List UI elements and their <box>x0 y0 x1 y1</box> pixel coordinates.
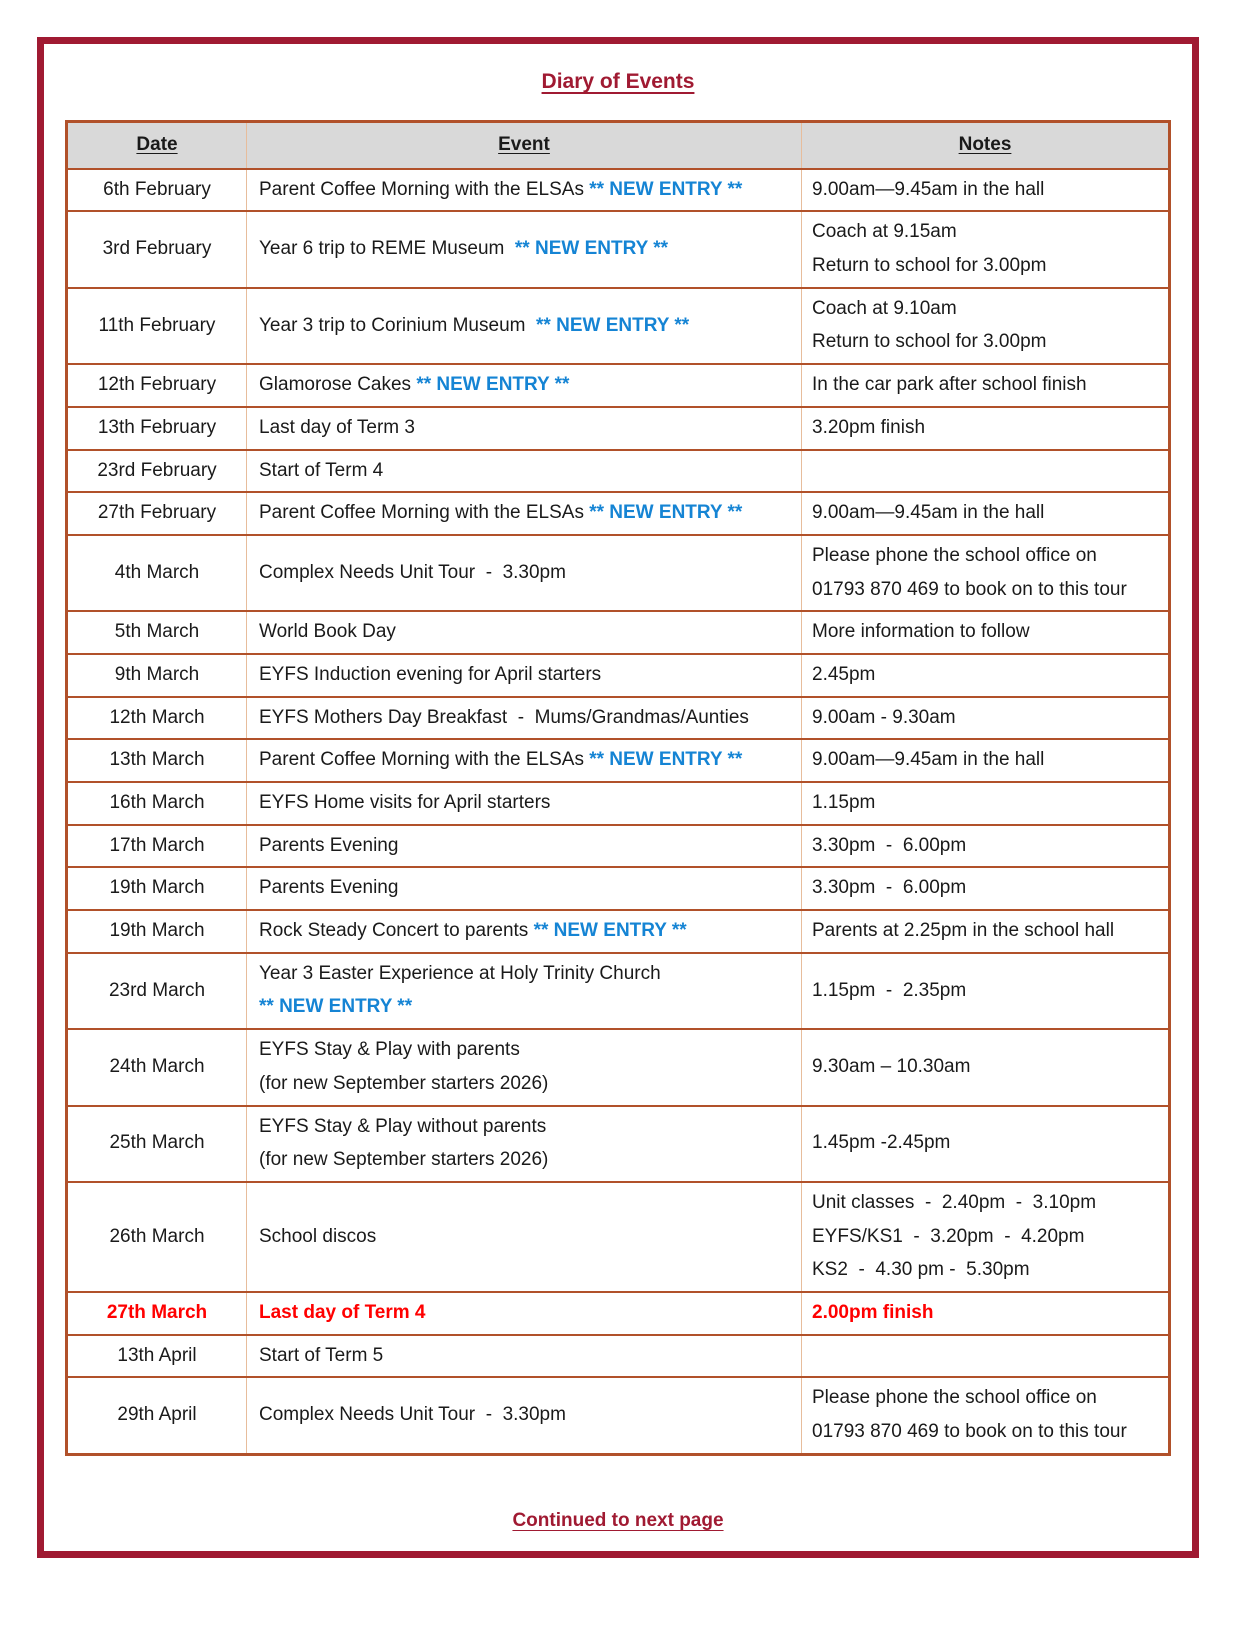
event-text: Start of Term 5 <box>259 1344 384 1366</box>
event-cell <box>247 697 802 740</box>
table-row <box>67 1029 1170 1105</box>
event-cell <box>247 1292 802 1335</box>
table-row <box>67 450 1170 493</box>
note-line: 9.00am—9.45am in the hall <box>812 749 1045 771</box>
new-entry-label: ** NEW ENTRY ** <box>416 374 570 396</box>
table-row <box>67 739 1170 782</box>
note-line: 3.30pm - 6.00pm <box>812 834 967 856</box>
notes-cell <box>802 1029 1170 1105</box>
event-text: Complex Needs Unit Tour - 3.30pm <box>259 1404 566 1426</box>
event-line <box>259 561 791 586</box>
notes-cell <box>802 492 1170 535</box>
notes-cell <box>802 782 1170 825</box>
footer-note: Continued to next page <box>512 1509 724 1531</box>
table-row <box>67 169 1170 212</box>
event-text: EYFS Stay & Play with parents <box>259 1039 520 1061</box>
event-text: Start of Term 4 <box>259 459 384 481</box>
event-text: EYFS Induction evening for April starters <box>259 663 602 685</box>
event-text: Glamorose Cakes <box>259 374 417 396</box>
event-line <box>259 1225 791 1250</box>
note-line: Please phone the school office on <box>812 1387 1097 1409</box>
event-line <box>259 1403 791 1428</box>
new-entry-label: ** NEW ENTRY ** <box>589 502 743 524</box>
date-cell: 23rd February <box>67 450 247 493</box>
table-row <box>67 492 1170 535</box>
date-cell: 13th February <box>67 407 247 450</box>
event-line <box>259 706 791 731</box>
table-row <box>67 1377 1170 1454</box>
event-line <box>259 459 791 484</box>
notes-cell <box>802 169 1170 212</box>
event-text: Last day of Term 4 <box>259 1301 426 1323</box>
event-line <box>259 1072 791 1097</box>
note-line: Please phone the school office on <box>812 544 1097 566</box>
new-entry-label: ** NEW ENTRY ** <box>589 178 743 200</box>
event-text: Year 6 trip to REME Museum <box>259 238 515 260</box>
table-row <box>67 535 1170 611</box>
notes-cell <box>802 211 1170 287</box>
event-line <box>259 237 791 262</box>
event-cell <box>247 169 802 212</box>
event-cell <box>247 1335 802 1378</box>
table-row <box>67 910 1170 953</box>
event-cell <box>247 1029 802 1105</box>
note-line: 2.45pm <box>812 663 876 685</box>
date-cell: 19th March <box>67 910 247 953</box>
event-cell <box>247 211 802 287</box>
date-cell: 23rd March <box>67 953 247 1029</box>
event-cell <box>247 364 802 407</box>
notes-cell <box>802 1182 1170 1292</box>
event-line <box>259 620 791 645</box>
event-text: School discos <box>259 1225 377 1247</box>
event-text: Last day of Term 3 <box>259 416 415 438</box>
event-line <box>259 876 791 901</box>
new-entry-label: ** NEW ENTRY ** <box>259 996 413 1018</box>
note-line: 9.00am—9.45am in the hall <box>812 178 1045 200</box>
event-cell <box>247 450 802 493</box>
event-line <box>259 1148 791 1173</box>
event-line <box>259 748 791 773</box>
event-line <box>259 314 791 339</box>
table-row <box>67 611 1170 654</box>
notes-cell <box>802 1377 1170 1454</box>
col-header-event: Event <box>247 122 802 169</box>
event-cell <box>247 910 802 953</box>
table-row <box>67 1106 1170 1182</box>
date-cell: 27th February <box>67 492 247 535</box>
event-cell <box>247 1182 802 1292</box>
event-line <box>259 373 791 398</box>
event-line <box>259 834 791 859</box>
notes-cell <box>802 953 1170 1029</box>
event-cell <box>247 782 802 825</box>
note-line: Coach at 9.15am <box>812 221 957 243</box>
event-cell <box>247 492 802 535</box>
table-row <box>67 825 1170 868</box>
event-text: World Book Day <box>259 621 396 643</box>
table-row <box>67 407 1170 450</box>
event-text: EYFS Home visits for April starters <box>259 792 551 813</box>
date-cell: 16th March <box>67 782 247 825</box>
page <box>37 37 1199 1558</box>
event-text: Parents Evening <box>259 834 399 856</box>
note-line: Parents at 2.25pm in the school hall <box>812 920 1115 942</box>
note-line: Unit classes - 2.40pm - 3.10pm <box>812 1191 1097 1213</box>
notes-cell <box>802 611 1170 654</box>
notes-cell <box>802 825 1170 868</box>
event-line <box>259 962 791 987</box>
note-line: More information to follow <box>812 621 1030 643</box>
note-line: 3.30pm - 6.00pm <box>812 877 967 899</box>
event-line <box>259 663 791 688</box>
new-entry-label: ** NEW ENTRY ** <box>589 749 743 771</box>
col-header-date: Date <box>67 122 247 169</box>
table-row <box>67 867 1170 910</box>
date-cell: 9th March <box>67 654 247 697</box>
date-cell: 29th April <box>67 1377 247 1454</box>
event-cell <box>247 288 802 364</box>
table-row <box>67 364 1170 407</box>
header-row <box>67 122 1170 169</box>
table-row <box>67 1182 1170 1292</box>
event-text: (for new September starters 2026) <box>259 1149 549 1171</box>
notes-cell <box>802 867 1170 910</box>
table-row <box>67 697 1170 740</box>
note-line: 01793 870 469 to book on to this tour <box>812 578 1127 600</box>
table-row <box>67 654 1170 697</box>
event-text: (for new September starters 2026) <box>259 1072 549 1094</box>
events-table-body <box>67 169 1170 1455</box>
event-cell <box>247 867 802 910</box>
event-text: Parent Coffee Morning with the ELSAs <box>259 502 590 524</box>
event-cell <box>247 739 802 782</box>
new-entry-label: ** NEW ENTRY ** <box>514 238 668 260</box>
date-cell: 25th March <box>67 1106 247 1182</box>
event-cell <box>247 611 802 654</box>
date-cell: 3rd February <box>67 211 247 287</box>
table-row <box>67 211 1170 287</box>
date-cell: 26th March <box>67 1182 247 1292</box>
event-text: Rock Steady Concert to parents <box>259 920 534 942</box>
note-line: 9.00am - 9.30am <box>812 706 956 728</box>
note-line: 3.20pm finish <box>812 416 926 438</box>
note-line: 1.15pm <box>812 792 876 813</box>
date-cell: 4th March <box>67 535 247 611</box>
event-cell <box>247 407 802 450</box>
event-cell <box>247 654 802 697</box>
event-line <box>259 1115 791 1140</box>
note-line: 2.00pm finish <box>812 1301 934 1323</box>
table-row <box>67 288 1170 364</box>
date-cell: 11th February <box>67 288 247 364</box>
date-cell: 13th March <box>67 739 247 782</box>
date-cell: 13th April <box>67 1335 247 1378</box>
event-cell <box>247 953 802 1029</box>
notes-cell <box>802 1335 1170 1378</box>
note-line: 01793 870 469 to book on to this tour <box>812 1421 1127 1442</box>
note-line: 1.15pm - 2.35pm <box>812 979 967 1001</box>
date-cell: 24th March <box>67 1029 247 1105</box>
event-text: Parent Coffee Morning with the ELSAs <box>259 749 590 771</box>
event-cell <box>247 825 802 868</box>
event-line <box>259 919 791 944</box>
notes-cell <box>802 288 1170 364</box>
new-entry-label: ** NEW ENTRY ** <box>533 920 687 942</box>
note-line: In the car park after school finish <box>812 374 1087 396</box>
event-cell <box>247 1106 802 1182</box>
notes-cell <box>802 910 1170 953</box>
table-row <box>67 1335 1170 1378</box>
note-line: EYFS/KS1 - 3.20pm - 4.20pm <box>812 1225 1085 1247</box>
event-cell <box>247 1377 802 1454</box>
table-row <box>67 1292 1170 1335</box>
note-line: KS2 - 4.30 pm - 5.30pm <box>812 1259 1030 1281</box>
event-line <box>259 1301 791 1326</box>
event-text: Year 3 Easter Experience at Holy Trinity Church <box>259 962 661 984</box>
date-cell: 6th February <box>67 169 247 212</box>
col-header-notes: Notes <box>802 122 1170 169</box>
note-line: Return to school for 3.00pm <box>812 255 1047 277</box>
event-line <box>259 501 791 526</box>
notes-cell <box>802 450 1170 493</box>
event-line <box>259 791 791 816</box>
table-row <box>67 953 1170 1029</box>
date-cell: 27th March <box>67 1292 247 1335</box>
event-text: Parent Coffee Morning with the ELSAs <box>259 178 590 200</box>
note-line: 9.30am – 10.30am <box>812 1055 971 1077</box>
new-entry-label: ** NEW ENTRY ** <box>536 314 690 336</box>
date-cell: 12th March <box>67 697 247 740</box>
date-cell: 19th March <box>67 867 247 910</box>
event-text: Year 3 trip to Corinium Museum <box>259 314 537 336</box>
event-line <box>259 1344 791 1369</box>
event-text: Complex Needs Unit Tour - 3.30pm <box>259 561 566 583</box>
notes-cell <box>802 535 1170 611</box>
notes-cell <box>802 364 1170 407</box>
event-text: EYFS Stay & Play without parents <box>259 1115 547 1137</box>
notes-cell <box>802 697 1170 740</box>
events-table <box>65 120 1171 1456</box>
note-line: Coach at 9.10am <box>812 297 957 319</box>
notes-cell <box>802 1292 1170 1335</box>
notes-cell <box>802 407 1170 450</box>
page-title: Diary of Events <box>541 70 695 93</box>
event-line <box>259 995 791 1020</box>
event-line <box>259 178 791 203</box>
date-cell: 12th February <box>67 364 247 407</box>
notes-cell <box>802 739 1170 782</box>
date-cell: 17th March <box>67 825 247 868</box>
note-line: 1.45pm -2.45pm <box>812 1132 951 1154</box>
note-line: Return to school for 3.00pm <box>812 331 1047 353</box>
event-text: Parents Evening <box>259 877 399 899</box>
event-cell <box>247 535 802 611</box>
notes-cell <box>802 654 1170 697</box>
notes-cell <box>802 1106 1170 1182</box>
event-line <box>259 1038 791 1063</box>
note-line: 9.00am—9.45am in the hall <box>812 502 1045 524</box>
event-text: EYFS Mothers Day Breakfast - Mums/Grandmas/Aunties <box>259 706 749 728</box>
event-line <box>259 416 791 441</box>
table-row <box>67 782 1170 825</box>
date-cell: 5th March <box>67 611 247 654</box>
